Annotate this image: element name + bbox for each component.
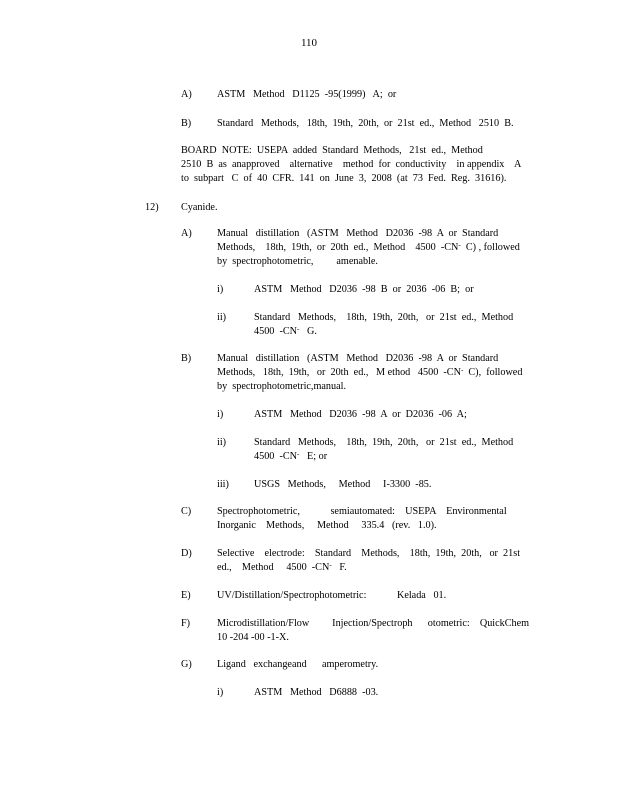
subitem-text: ASTM Method D6888 -03.	[254, 687, 379, 698]
subitem-text: Standard Methods, 18th, 19th, 20th, or 21st ed., Method	[254, 312, 514, 323]
page-number: 110	[300, 37, 318, 49]
subitem-text: USGS Methods, Method I-3300 -85.	[254, 479, 432, 490]
subitem-label: i)	[217, 687, 224, 698]
subitem-text: 4500 -CN- E; or	[254, 450, 328, 462]
board-note-line: BOARD NOTE: USEPA added Standard Methods, 21st ed., Method	[181, 145, 483, 156]
subitem-label: ii)	[217, 312, 227, 323]
section-heading: Cyanide.	[181, 202, 218, 213]
item-text: by spectrophotometric, amenable.	[217, 256, 378, 267]
board-note-line: 2510 B as anapproved alternative method for conductivity in appendix A	[181, 159, 522, 170]
subitem-label: iii)	[217, 479, 229, 490]
item-text: Standard Methods, 18th, 19th, 20th, or 21st ed., Method 2510 B.	[217, 118, 514, 129]
item-text: UV/Distillation/Spectrophotometric: Kelada 01.	[217, 590, 447, 601]
item-label: F)	[181, 618, 191, 629]
item-label: C)	[181, 506, 192, 517]
subitem-text: Standard Methods, 18th, 19th, 20th, or 21st ed., Method	[254, 437, 514, 448]
item-text: Microdistillation/Flow Injection/Spectroph otometric: QuickChem	[217, 618, 530, 629]
item-text: ASTM Method D1125 -95(1999) A; or	[217, 89, 397, 100]
item-text: Manual distillation (ASTM Method D2036 -98 A or Standard	[217, 353, 499, 364]
subitem-text: ASTM Method D2036 -98 A or D2036 -06 A;	[254, 409, 467, 420]
subitem-text: ASTM Method D2036 -98 B or 2036 -06 B; or	[254, 284, 474, 295]
item-label: A)	[181, 228, 192, 239]
item-label: E)	[181, 590, 191, 601]
item-label: B)	[181, 118, 192, 129]
item-label: B)	[181, 353, 192, 364]
item-label: D)	[181, 548, 192, 559]
subitem-label: ii)	[217, 437, 227, 448]
item-text: Selective electrode: Standard Methods, 18th, 19th, 20th, or 21st	[217, 548, 521, 559]
item-label: A)	[181, 89, 192, 100]
section-number: 12)	[145, 202, 159, 213]
subitem-text: 4500 -CN- G.	[254, 325, 317, 337]
subitem-label: i)	[217, 409, 224, 420]
item-text: Manual distillation (ASTM Method D2036 -98 A or Standard	[217, 228, 499, 239]
item-text: Methods, 18th, 19th, or 20th ed., Method 4500 -CN- C) , followed	[217, 241, 520, 253]
board-note-line: to subpart C of 40 CFR. 141 on June 3, 2008 (at 73 Fed. Reg. 31616).	[181, 173, 507, 184]
item-text: Spectrophotometric, semiautomated: USEPA Environmental	[217, 506, 507, 517]
item-text: Inorganic Methods, Method 335.4 (rev. 1.0).	[217, 520, 437, 531]
item-text: by spectrophotometric,manual.	[217, 381, 347, 392]
item-text: Methods, 18th, 19th, or 20th ed., M ethod 4500 -CN- C), followed	[217, 366, 523, 378]
subitem-label: i)	[217, 284, 224, 295]
item-text: 10 -204 -00 -1-X.	[217, 632, 289, 643]
item-text: Ligand exchangeand amperometry.	[217, 659, 379, 670]
item-text: ed., Method 4500 -CN- F.	[217, 561, 347, 573]
item-label: G)	[181, 659, 192, 670]
